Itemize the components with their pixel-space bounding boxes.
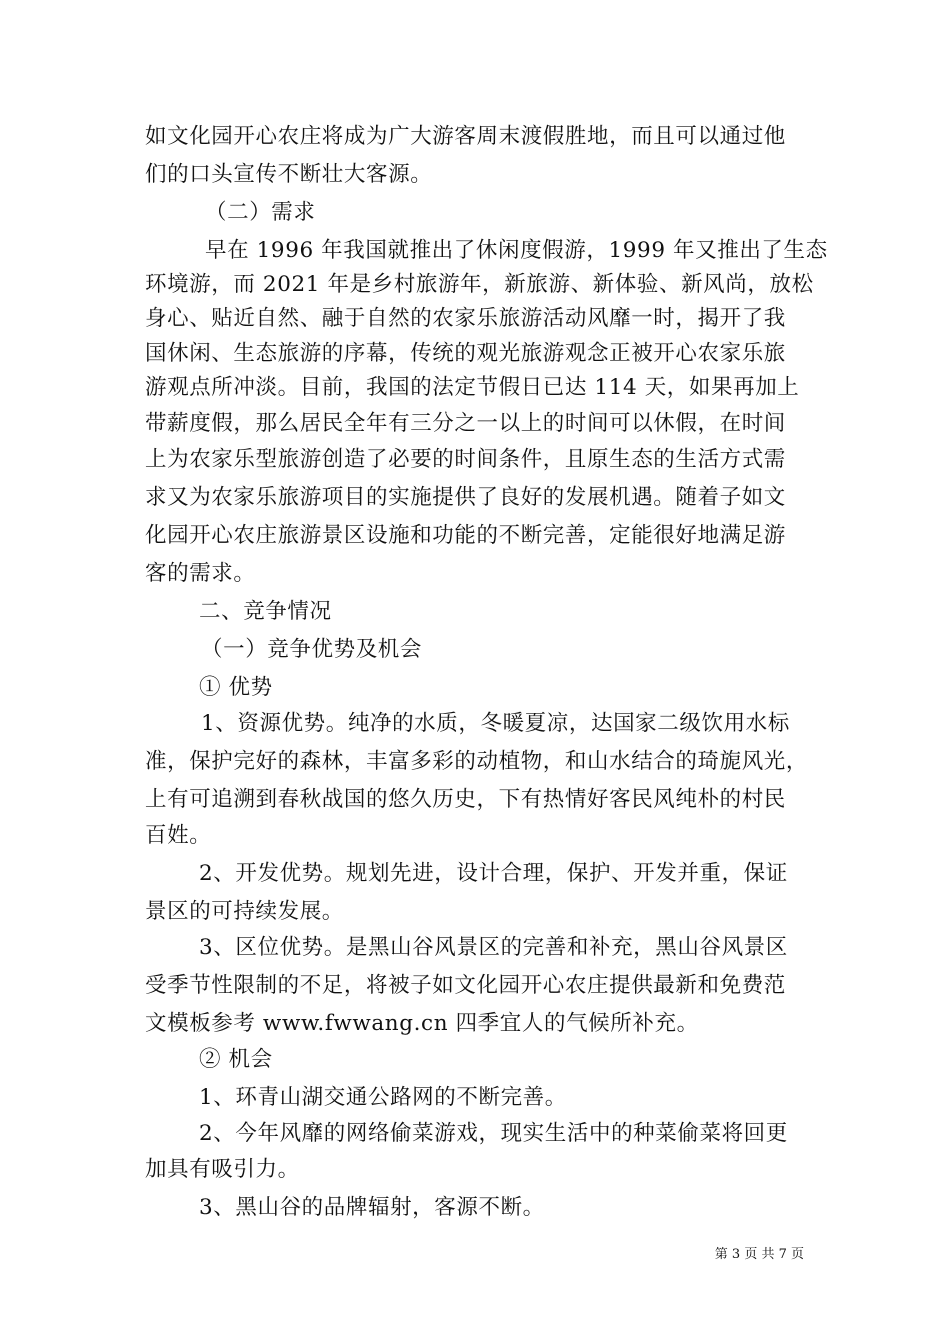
text-line: 上为农家乐型旅游创造了必要的时间条件，且原生态的生活方式需: [145, 447, 786, 472]
text-line: 1、资源优势。纯净的水质，冬暖夏凉，达国家二级饮用水标: [201, 711, 790, 736]
section-heading: ① 优势: [199, 675, 273, 700]
text-line: 1、环青山湖交通公路网的不断完善。: [199, 1085, 567, 1110]
text-line: 如文化园开心农庄将成为广大游客周末渡假胜地，而且可以通过他: [145, 124, 786, 149]
text-line: 客的需求。: [145, 561, 256, 586]
text-line: 准，保护完好的森林，丰富多彩的动植物，和山水结合的琦旎风光，: [145, 749, 809, 774]
section-heading: （二）需求: [205, 200, 316, 225]
section-heading: （一）竞争优势及机会: [201, 637, 423, 662]
text-line: 身心、贴近自然、融于自然的农家乐旅游活动风靡一时，揭开了我: [145, 306, 786, 331]
page-number: 第 3 页 共 7 页: [714, 1247, 804, 1262]
text-line: 们的口头宣传不断壮大客源。: [145, 162, 433, 187]
text-line: 游观点所冲淡。目前，我国的法定节假日已达 114 天，如果再加上: [145, 375, 800, 400]
text-line: 求又为农家乐旅游项目的实施提供了良好的发展机遇。随着子如文: [145, 485, 786, 510]
text-line: 2、今年风靡的网络偷菜游戏，现实生活中的种菜偷菜将回更: [199, 1121, 788, 1146]
text-line: 早在 1996 年我国就推出了休闲度假游，1999 年又推出了生态: [205, 238, 828, 263]
text-line: 景区的可持续发展。: [145, 899, 344, 924]
text-line: 2、开发优势。规划先进，设计合理，保护、开发并重，保证: [199, 861, 788, 886]
text-line: 文模板参考 www.fwwang.cn 四季宜人的气候所补充。: [145, 1011, 699, 1036]
text-line: 上有可追溯到春秋战国的悠久历史，下有热情好客民风纯朴的村民: [145, 787, 786, 812]
text-line: 3、黑山谷的品牌辐射，客源不断。: [199, 1195, 545, 1220]
section-heading: ② 机会: [199, 1047, 273, 1072]
text-line: 受季节性限制的不足，将被子如文化园开心农庄提供最新和免费范: [145, 973, 786, 998]
section-heading: 二、竞争情况: [199, 599, 332, 624]
text-line: 国休闲、生态旅游的序幕，传统的观光旅游观念正被开心农家乐旅: [145, 341, 786, 366]
text-line: 带薪度假，那么居民全年有三分之一以上的时间可以休假，在时间: [145, 411, 786, 436]
text-line: 化园开心农庄旅游景区设施和功能的不断完善，定能很好地满足游: [145, 523, 786, 548]
text-line: 3、区位优势。是黑山谷风景区的完善和补充，黑山谷风景区: [199, 935, 788, 960]
text-line: 加具有吸引力。: [145, 1157, 300, 1182]
text-line: 百姓。: [145, 823, 212, 848]
text-line: 环境游，而 2021 年是乡村旅游年，新旅游、新体验、新风尚，放松: [145, 272, 814, 297]
